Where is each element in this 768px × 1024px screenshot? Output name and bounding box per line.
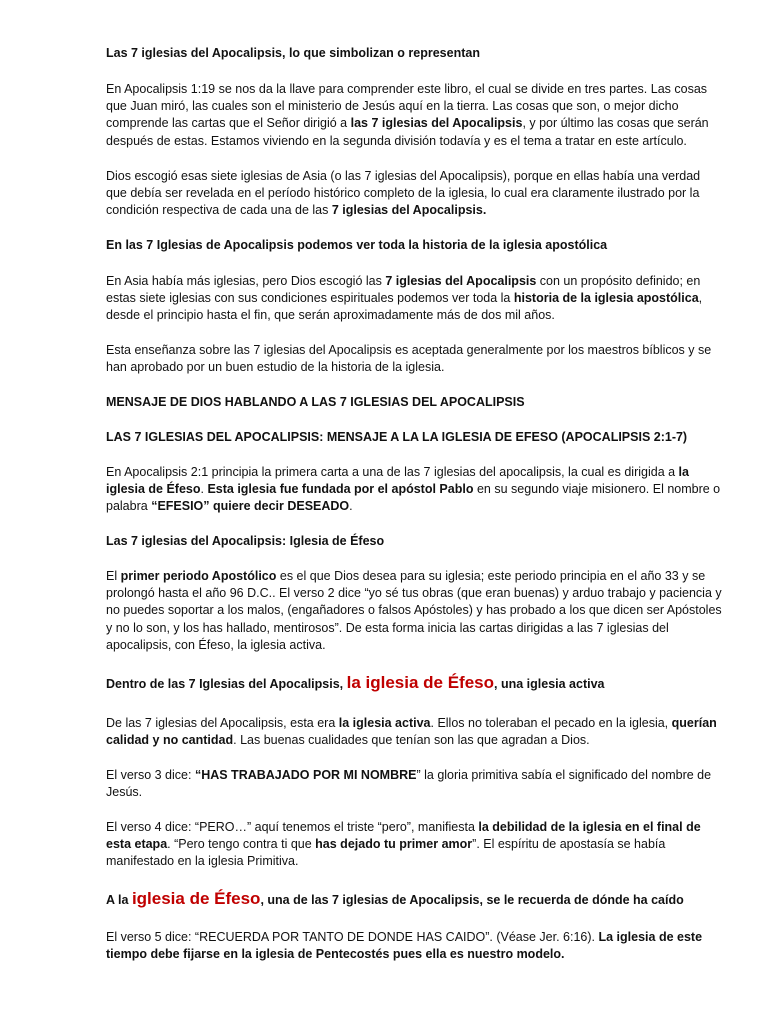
heading-efeso-section: LAS 7 IGLESIAS DEL APOCALIPSIS: MENSAJE A LA LA IGLESIA DE EFESO (APOCALIPSIS 2:1-7) — [106, 430, 688, 444]
document-title: Las 7 iglesias del Apocalipsis, lo que simbolizan o representan — [106, 46, 480, 60]
paragraph-5: En Apocalipsis 2:1 principia la primera carta a una de las 7 iglesias del apocalipsis, la cual es dirigida a la iglesia de Éfeso. Esta iglesia fue fundada por el apóstol Pablo en su segundo viaje misionero. El nombre o palabra “EFESIO” quiere decir DESEADO. — [106, 465, 721, 514]
paragraph-1: En Apocalipsis 1:19 se nos da la llave para comprender este libro, el cual se divide en tres partes. Las cosas que Juan miró, las cuales son el ministerio de Jesús aquí en la tierra. Las cosas que son, o mejor dicho comprende las cartas que el Señor dirigió a las 7 iglesias del Apocalipsis, y por último las cosas que serán después de estas. Estamos viviendo en la segunda división todavía y es el tema a tratar en este artículo. — [106, 82, 709, 148]
paragraph-9: El verso 4 dice: “PERO…” aquí tenemos el triste “pero”, manifiesta la debilidad de la iglesia en el final de esta etapa. “Pero tengo contra ti que has dejado tu primer amor”. El espíritu de apostasía se había manifestado en la iglesia Primitiva. — [106, 820, 701, 869]
heading-historia: En las 7 Iglesias de Apocalipsis podemos ver toda la historia de la iglesia apostólica — [106, 238, 608, 252]
paragraph-8: El verso 3 dice: “HAS TRABAJADO POR MI NOMBRE” la gloria primitiva sabía el significado del nombre de Jesús. — [106, 768, 712, 800]
paragraph-3: En Asia había más iglesias, pero Dios escogió las 7 iglesias del Apocalipsis con un propósito definido; en estas siete iglesias con sus condiciones espirituales podemos ver toda la historia de la iglesia apostólica, desde el principio hasta el fin, que serán aproximadamente más de dos mil años. — [106, 274, 703, 323]
highlight-iglesia-efeso: la iglesia de Éfeso — [346, 673, 495, 692]
paragraph-6: El primer periodo Apostólico es el que Dios desea para su iglesia; este periodo principia en el año 33 y se prolongó hasta el año 96 D.C.. El verso 2 dice “yo sé tus obras (que eran buenas) y arduo trabajo y paciencia y no puedes soportar a los malos, (engañadores o falsos Apóstoles) y has probado a los que dicen ser Apóstoles y no lo son, y los has hallado, mentirosos”. De esta forma inicia las cartas dirigidas a las 7 iglesias del apocalipsis, con Éfeso, la iglesia activa. — [106, 569, 722, 652]
paragraph-4: Esta enseñanza sobre las 7 iglesias del Apocalipsis es aceptada generalmente por los maestros bíblicos y se han aprobado por un buen estudio de la historia de la iglesia. — [106, 343, 712, 375]
heading-donde-ha-caido: A la iglesia de Éfeso, una de las 7 iglesias de Apocalipsis, se le recuerda de dónde ha caído — [106, 889, 684, 908]
paragraph-2: Dios escogió esas siete iglesias de Asia (o las 7 iglesias del Apocalipsis), porque en ellas había una verdad que debía ser revelada en el período histórico completo de la iglesia, lo cual era claramente ilustrado por la condición respectiva de cada una de las 7 iglesias del Apocalipsis. — [106, 169, 701, 218]
heading-mensaje: MENSAJE DE DIOS HABLANDO A LAS 7 IGLESIAS DEL APOCALIPSIS — [106, 395, 525, 409]
heading-iglesia-efeso: Las 7 iglesias del Apocalipsis: Iglesia de Éfeso — [106, 534, 385, 548]
paragraph-7: De las 7 iglesias del Apocalipsis, esta era la iglesia activa. Ellos no toleraban el pecado en la iglesia, querían calidad y no cantidad. Las buenas cualidades que tenían son las que agradan a Dios. — [106, 716, 717, 748]
highlight-iglesia-efeso-2: iglesia de Éfeso — [131, 889, 261, 908]
paragraph-10: El verso 5 dice: “RECUERDA POR TANTO DE DONDE HAS CAIDO”. (Véase Jer. 6:16). La iglesia de este tiempo debe fijarse en la iglesia de Pentecostés pues ella es nuestro modelo. — [106, 930, 703, 962]
heading-iglesia-activa: Dentro de las 7 Iglesias del Apocalipsis, la iglesia de Éfeso, una iglesia activa — [106, 673, 605, 692]
